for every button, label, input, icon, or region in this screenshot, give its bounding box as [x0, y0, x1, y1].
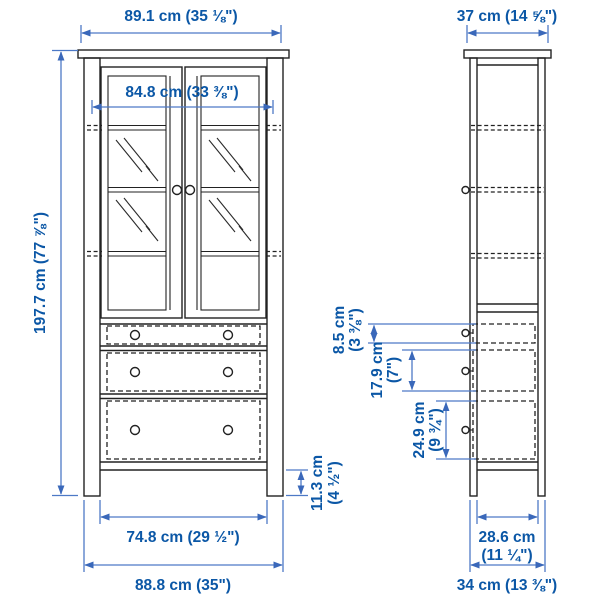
drawer-knob	[224, 368, 233, 377]
side-view-cabinet	[462, 50, 551, 496]
glass-reflection-marks	[209, 138, 251, 241]
door-knob-left	[173, 186, 182, 195]
side-knobs	[462, 187, 473, 434]
front-top-cap	[78, 50, 289, 58]
dim-side-drawer1-label-1: 8.5 cm	[331, 305, 348, 355]
side-rails	[477, 304, 538, 470]
glass-door-left	[101, 67, 182, 318]
dim-side-drawer3-label-2: (9 ¾")	[427, 408, 444, 452]
dim-front-height-label: 197.7 cm (77 ⅞")	[32, 212, 49, 334]
dim-front-plinth-height	[286, 455, 343, 511]
front-rails	[100, 324, 267, 470]
dim-front-inner-width-label: 84.8 cm (33 ⅜")	[125, 84, 239, 101]
dim-side-drawer2-label-2: (7")	[385, 356, 402, 384]
dim-side-inner-base-depth	[477, 500, 538, 564]
front-left-stile	[84, 58, 100, 496]
side-shelf-dash-lines	[471, 126, 544, 259]
dim-front-inner-base-label: 74.8 cm (29 ½")	[126, 529, 240, 546]
dim-front-plinth-label-2: (4 ½")	[326, 461, 343, 505]
dim-side-top-depth	[457, 8, 557, 43]
drawer-knob	[224, 331, 233, 340]
side-back-stile	[538, 58, 545, 496]
side-door-knob	[462, 187, 469, 194]
dim-side-inner-base-label-2: (11 ¼")	[481, 547, 533, 564]
dim-side-inner-base-label-1: 28.6 cm	[478, 529, 536, 546]
door-glass-frame	[108, 76, 166, 310]
dim-front-plinth-label-1: 11.3 cm	[309, 454, 326, 512]
door-knob-right	[186, 186, 195, 195]
front-view-cabinet	[78, 50, 289, 496]
drawer-knob	[224, 426, 233, 435]
dim-side-drawer2-height	[369, 342, 476, 399]
side-drawer-knob	[462, 330, 469, 337]
side-top-cap	[464, 50, 551, 58]
side-drawer-dash-boxes	[473, 324, 535, 459]
dim-front-top-width-label: 89.1 cm (35 ⅛")	[124, 8, 238, 25]
dim-front-base-width	[84, 500, 283, 594]
front-right-stile	[267, 58, 283, 496]
dim-side-drawer3-label-1: 24.9 cm	[411, 401, 428, 459]
dim-side-base-label: 34 cm (13 ⅜")	[456, 577, 558, 594]
drawer-1	[107, 326, 260, 344]
drawer-knob	[131, 331, 140, 340]
side-drawer-knob	[462, 427, 469, 434]
dim-side-drawer1-label-2: (3 ⅜")	[347, 308, 364, 352]
drawer-knob	[131, 368, 140, 377]
dim-front-height	[32, 51, 78, 496]
drawer-2	[107, 353, 260, 391]
muntin-rails	[201, 126, 259, 257]
shelf-dash-marks	[87, 126, 281, 257]
drawer-3	[107, 401, 260, 459]
glass-door-right	[185, 67, 266, 318]
dim-front-inner-base-width	[100, 500, 267, 546]
muntin-rails	[108, 126, 166, 257]
dim-front-base-label: 88.8 cm (35")	[134, 577, 232, 594]
dim-side-top-depth-label: 37 cm (14 ⅝")	[456, 8, 558, 25]
dim-front-top-width	[81, 8, 281, 43]
side-drawer-knob	[462, 368, 469, 375]
door-glass-frame	[201, 76, 259, 310]
drawer-knob	[131, 426, 140, 435]
dim-side-drawer1-height	[331, 306, 476, 354]
glass-reflection-marks	[116, 138, 158, 241]
dim-side-drawer2-label-1: 17.9 cm	[369, 341, 386, 399]
